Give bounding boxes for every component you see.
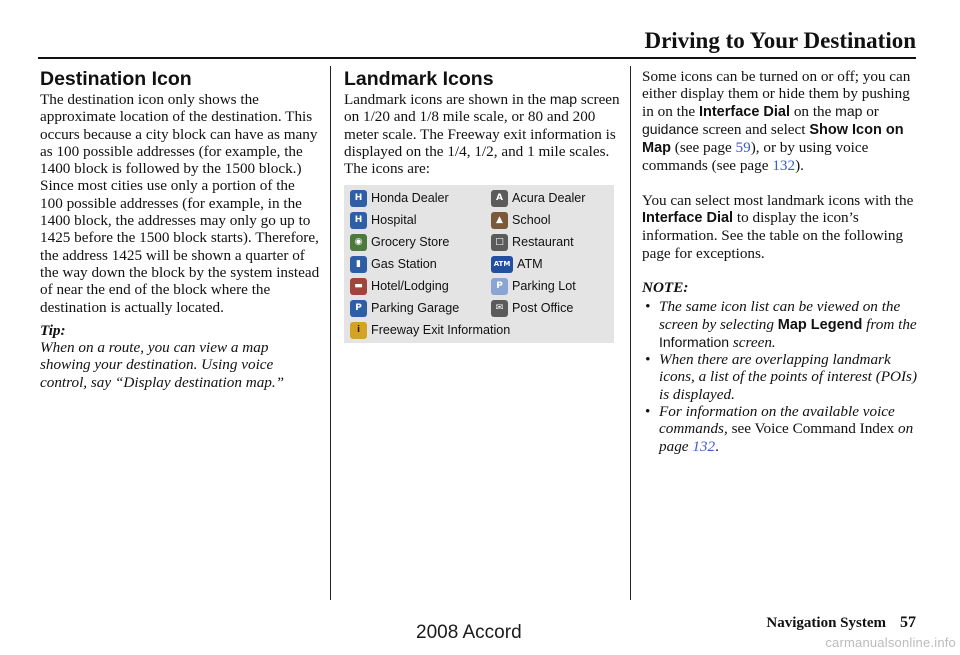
- landmark-icon-legend: [344, 185, 614, 343]
- destination-icon-heading: Destination Icon: [40, 68, 192, 90]
- text-fragment: You can select most landmark icons with the: [642, 191, 914, 209]
- gas-station-label: Gas Station: [371, 257, 437, 272]
- parking-garage-icon: P: [350, 300, 367, 317]
- parking-lot-icon: P: [491, 278, 508, 295]
- note-item: [642, 298, 918, 351]
- page-number: 57: [900, 614, 916, 631]
- map-legend-term: Map Legend: [777, 316, 863, 333]
- column-divider-2: [630, 66, 631, 600]
- legend-row: [350, 188, 586, 209]
- school-label: School: [512, 213, 551, 228]
- intro-map-term: map: [549, 91, 578, 107]
- legend-item: [350, 234, 491, 251]
- destination-icon-section: [40, 68, 320, 391]
- legend-item: [350, 322, 510, 339]
- legend-row: [350, 298, 573, 319]
- landmark-icons-heading: Landmark Icons: [344, 68, 494, 90]
- landmark-icons-section: [344, 68, 622, 343]
- note-item: [642, 403, 918, 455]
- honda-dealer-label: Honda Dealer: [371, 191, 449, 206]
- note-item: • When there are overlapping landmark icons, a list of the points of interest (POIs) is displayed.: [642, 351, 918, 403]
- page-132-link[interactable]: 132: [692, 437, 716, 455]
- text-fragment: For information on the available voice commands,: [659, 403, 895, 438]
- legend-item: [491, 278, 576, 295]
- page-59-link[interactable]: 59: [735, 139, 751, 157]
- legend-item: [350, 256, 491, 273]
- interface-dial-term: Interface Dial: [642, 210, 734, 227]
- legend-item: [491, 300, 573, 317]
- parking-lot-label: Parking Lot: [512, 279, 576, 294]
- restaurant-label: Restaurant: [512, 235, 574, 250]
- select-icons-paragraph: [642, 192, 918, 262]
- note-label: NOTE:: [642, 278, 689, 296]
- hotel-lodging-label: Hotel/Lodging: [371, 279, 449, 294]
- page-footer: [766, 614, 916, 632]
- map-screen-term: map: [835, 102, 863, 119]
- text-fragment: screen.: [729, 333, 776, 351]
- landmark-icons-intro: [344, 91, 622, 177]
- grocery-cart-icon: ◉: [350, 234, 367, 251]
- hotel-bed-icon: ▬: [350, 278, 367, 295]
- vehicle-model-label: 2008 Accord: [416, 622, 522, 643]
- post-office-icon: ✉: [491, 300, 508, 317]
- honda-dealer-icon: H: [350, 190, 367, 207]
- legend-item: [350, 278, 491, 295]
- text-fragment: screen and select: [698, 120, 810, 138]
- text-fragment: from the: [862, 315, 917, 333]
- icon-settings-section: [642, 68, 918, 455]
- legend-row: [350, 210, 551, 231]
- school-icon: ▲: [491, 212, 508, 229]
- page-header-title: Driving to Your Destination: [644, 28, 916, 53]
- restaurant-icon: □: [491, 234, 508, 251]
- acura-dealer-icon: A: [491, 190, 508, 207]
- post-office-label: Post Office: [512, 301, 574, 316]
- legend-row: [350, 232, 574, 253]
- information-term: Information: [659, 333, 730, 350]
- paragraph-gap: [642, 262, 918, 279]
- text-fragment: (see page: [671, 139, 736, 157]
- legend-item: [491, 234, 574, 251]
- legend-row: [350, 276, 576, 297]
- atm-icon: ATM: [491, 256, 513, 273]
- legend-item: [491, 190, 586, 207]
- note-list: [642, 298, 918, 455]
- parking-garage-label: Parking Garage: [371, 301, 460, 316]
- page-132-link[interactable]: 132: [772, 157, 796, 175]
- show-icon-on-map-term: Show Icon on Map: [642, 121, 904, 157]
- legend-row: [350, 320, 510, 341]
- legend-item: [491, 212, 551, 229]
- paragraph-gap: [642, 175, 918, 192]
- tip-text: When on a route, you can view a map showing your destination. Using voice control, say “Display destination map.”: [40, 339, 285, 391]
- legend-item: [350, 212, 491, 229]
- hospital-icon: H: [350, 212, 367, 229]
- legend-row: [350, 254, 543, 275]
- legend-item: [350, 190, 491, 207]
- freeway-exit-label: Freeway Exit Information: [371, 323, 511, 338]
- footer-section-name: Navigation System: [766, 615, 886, 631]
- text-fragment: The same icon list can be viewed on the screen by selecting: [659, 298, 901, 333]
- text-fragment: .: [715, 437, 719, 455]
- watermark-text: carmanualsonline.info: [825, 635, 956, 650]
- tip-label: Tip:: [40, 321, 66, 339]
- intro-text-1: Landmark icons are shown in the: [344, 91, 550, 108]
- header-rule: [38, 57, 916, 59]
- text-fragment: on page: [659, 420, 914, 455]
- intro-text-2: screen on 1/20 and 1/8 mile scale, or 80 and 200 meter scale. The Freeway exit information is displayed on the 1/4, 1/2, and 1 mile scales. The icons are:: [344, 91, 620, 178]
- icon-toggle-paragraph: [642, 68, 918, 175]
- hospital-label: Hospital: [371, 213, 417, 228]
- text-fragment: see Voice Command Index: [727, 420, 899, 438]
- text-fragment: Some icons can be turned on or off; you can either display them or hide them by pushing in on the: [642, 68, 911, 120]
- legend-item: [350, 300, 491, 317]
- text-fragment: or: [862, 102, 879, 120]
- interface-dial-term: Interface Dial: [698, 103, 791, 120]
- text-fragment: ).: [795, 157, 804, 175]
- gas-station-icon: ▮: [350, 256, 367, 273]
- text-fragment: on the: [790, 102, 836, 120]
- legend-item: [491, 256, 543, 273]
- text-fragment: to display the icon’s information. See the table on the following page for exceptions.: [642, 209, 904, 262]
- freeway-exit-info-icon: i: [350, 322, 367, 339]
- guidance-screen-term: guidance: [642, 120, 699, 137]
- column-divider-1: [330, 66, 331, 600]
- acura-dealer-label: Acura Dealer: [512, 191, 586, 206]
- destination-icon-body: The destination icon only shows the approximate location of the destination. This occurs because a city block can have as many as 100 possible addresses (for example, the 1400 block is followed by the 1500 block.) Since most cities use only a portion of the 100 possible addresses (for example, in the 1400 block, the addresses may only go up to 1425 before the 1500 block starts). Therefore, the address 1425 will be shown a quarter of the way down the block by the system instead of near the end of the block where the destination is actually located.: [40, 91, 320, 316]
- grocery-store-label: Grocery Store: [371, 235, 450, 250]
- text-fragment: ), or by using voice commands (see page: [642, 139, 869, 175]
- atm-label: ATM: [517, 257, 543, 272]
